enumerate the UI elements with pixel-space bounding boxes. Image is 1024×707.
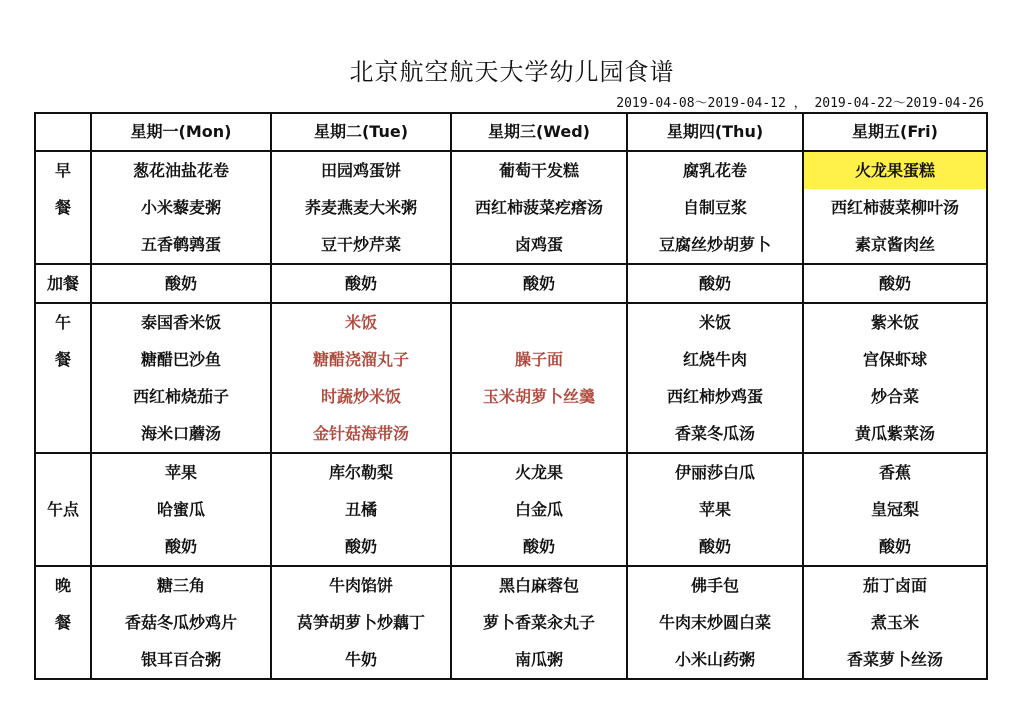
menu-cell: 伊丽莎白瓜 [627,453,803,491]
breakfast-row [35,189,987,226]
menu-cell: 酸奶 [803,264,987,303]
menu-table [34,112,988,680]
afternoon-row [35,491,987,528]
menu-cell: 海米口蘑汤 [91,415,271,453]
menu-cell: 佛手包 [627,566,803,604]
menu-cell: 玉米胡萝卜丝羹 [451,378,627,415]
menu-cell: 糖醋浇溜丸子 [271,341,451,378]
menu-cell: 卤鸡蛋 [451,226,627,264]
menu-cell: 火龙果 [451,453,627,491]
menu-cell: 酸奶 [627,264,803,303]
menu-cell: 葡萄干发糕 [451,151,627,189]
menu-cell: 莴笋胡萝卜炒藕丁 [271,604,451,641]
menu-cell: 素京酱肉丝 [803,226,987,264]
snack-row [35,264,987,303]
lunch-label-empty [35,378,91,415]
menu-cell: 五香鹌鹑蛋 [91,226,271,264]
dinner-label-2: 餐 [35,604,91,641]
menu-cell: 西红柿菠菜疙瘩汤 [451,189,627,226]
dinner-row [35,566,987,604]
afternoon-row [35,528,987,566]
menu-cell: 酸奶 [803,528,987,566]
day-header-thu: 星期四(Thu) [627,113,803,151]
breakfast-row [35,226,987,264]
lunch-row [35,303,987,341]
menu-cell: 香蕉 [803,453,987,491]
menu-cell: 白金瓜 [451,491,627,528]
menu-cell: 酸奶 [271,264,451,303]
dinner-row [35,641,987,679]
menu-cell: 银耳百合粥 [91,641,271,679]
breakfast-label-1: 早 [35,151,91,189]
header-row [35,113,987,151]
menu-cell: 香菜萝卜丝汤 [803,641,987,679]
menu-cell: 酸奶 [627,528,803,566]
menu-cell: 西红柿烧茄子 [91,378,271,415]
menu-cell: 紫米饭 [803,303,987,341]
menu-cell: 南瓜粥 [451,641,627,679]
menu-cell: 黄瓜紫菜汤 [803,415,987,453]
lunch-label-2: 餐 [35,341,91,378]
menu-cell: 时蔬炒米饭 [271,378,451,415]
page-title: 北京航空航天大学幼儿园食谱 [349,58,675,86]
menu-cell: 荞麦燕麦大米粥 [271,189,451,226]
menu-cell: 糖醋巴沙鱼 [91,341,271,378]
menu-cell: 库尔勒梨 [271,453,451,491]
dinner-row [35,604,987,641]
menu-cell: 哈蜜瓜 [91,491,271,528]
dinner-label-1: 晚 [35,566,91,604]
menu-cell: 豆干炒芹菜 [271,226,451,264]
afternoon-label-empty [35,453,91,491]
menu-cell: 炒合菜 [803,378,987,415]
menu-cell: 牛奶 [271,641,451,679]
day-header-tue: 星期二(Tue) [271,113,451,151]
menu-cell: 酸奶 [91,528,271,566]
menu-cell-highlighted: 火龙果蛋糕 [803,151,987,189]
menu-cell: 苹果 [91,453,271,491]
lunch-row [35,415,987,453]
breakfast-label-2: 餐 [35,189,91,226]
menu-cell: 酸奶 [451,528,627,566]
menu-cell: 牛肉馅饼 [271,566,451,604]
day-header-fri: 星期五(Fri) [803,113,987,151]
menu-cell: 小米山药粥 [627,641,803,679]
lunch-row [35,341,987,378]
menu-cell: 香菜冬瓜汤 [627,415,803,453]
menu-cell: 糖三角 [91,566,271,604]
menu-cell: 红烧牛肉 [627,341,803,378]
menu-cell: 臊子面 [451,341,627,378]
afternoon-label: 午点 [35,491,91,528]
menu-cell: 丑橘 [271,491,451,528]
menu-cell: 自制豆浆 [627,189,803,226]
afternoon-row [35,453,987,491]
menu-cell [451,415,627,453]
menu-cell: 香菇冬瓜炒鸡片 [91,604,271,641]
menu-cell: 酸奶 [271,528,451,566]
menu-cell: 西红柿菠菜柳叶汤 [803,189,987,226]
menu-cell: 萝卜香菜汆丸子 [451,604,627,641]
menu-cell: 西红柿炒鸡蛋 [627,378,803,415]
menu-cell: 茄丁卤面 [803,566,987,604]
breakfast-label-empty [35,226,91,264]
day-header-wed: 星期三(Wed) [451,113,627,151]
menu-cell: 腐乳花卷 [627,151,803,189]
menu-cell: 米饭 [627,303,803,341]
menu-cell: 葱花油盐花卷 [91,151,271,189]
lunch-label-empty [35,415,91,453]
menu-cell: 皇冠梨 [803,491,987,528]
menu-cell: 豆腐丝炒胡萝卜 [627,226,803,264]
menu-cell: 宫保虾球 [803,341,987,378]
menu-cell: 金针菇海带汤 [271,415,451,453]
breakfast-row [35,151,987,189]
menu-cell: 煮玉米 [803,604,987,641]
header-corner [35,113,91,151]
dinner-label-empty [35,641,91,679]
date-range: 2019-04-08～2019-04-12 ， 2019-04-22～2019-04-26 [616,96,984,111]
menu-cell: 泰国香米饭 [91,303,271,341]
menu-cell: 小米藜麦粥 [91,189,271,226]
menu-cell: 黑白麻蓉包 [451,566,627,604]
menu-cell: 酸奶 [91,264,271,303]
menu-cell: 酸奶 [451,264,627,303]
menu-cell [451,303,627,341]
afternoon-label-empty [35,528,91,566]
lunch-label-1: 午 [35,303,91,341]
day-header-mon: 星期一(Mon) [91,113,271,151]
lunch-row [35,378,987,415]
menu-cell: 苹果 [627,491,803,528]
menu-cell: 牛肉末炒圆白菜 [627,604,803,641]
menu-cell: 米饭 [271,303,451,341]
menu-cell: 田园鸡蛋饼 [271,151,451,189]
snack-label: 加餐 [35,264,91,303]
